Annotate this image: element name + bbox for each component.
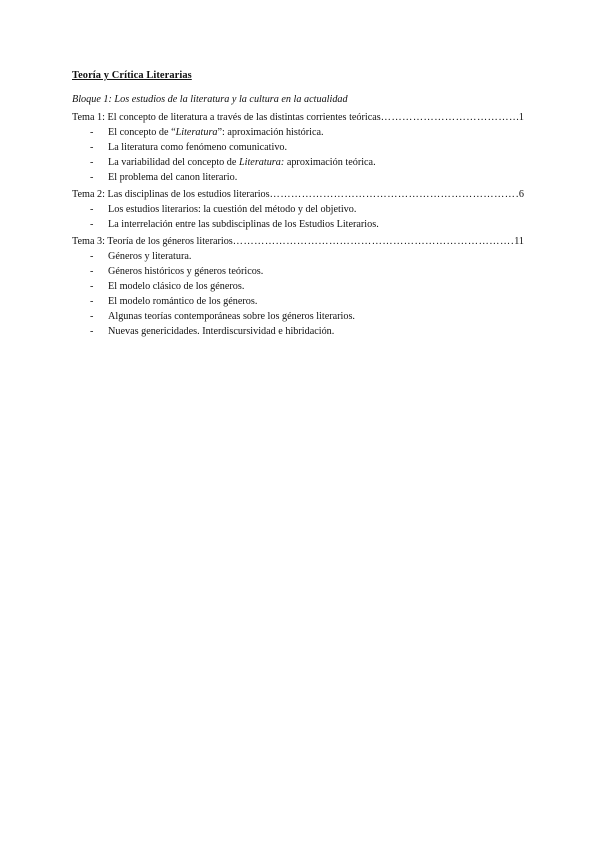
document-title: Teoría y Crítica Literarias bbox=[72, 70, 192, 81]
dot-leader bbox=[270, 187, 519, 202]
dash-bullet: - bbox=[90, 311, 94, 322]
dash-bullet: - bbox=[90, 296, 94, 307]
dash-bullet: - bbox=[90, 219, 94, 230]
subtopic-list bbox=[72, 249, 524, 339]
toc-entry-tema-3 bbox=[72, 234, 524, 249]
toc-entry-tema-1 bbox=[72, 110, 524, 125]
page-number: 6 bbox=[518, 189, 524, 200]
list-item: - El modelo romántico de los géneros. bbox=[90, 296, 258, 307]
toc-entry-tema-2 bbox=[72, 187, 524, 202]
dash-bullet: - bbox=[90, 326, 94, 337]
dash-bullet: - bbox=[90, 281, 94, 292]
list-item: - Los estudios literarios: la cuestión del método y del objetivo. bbox=[90, 204, 357, 215]
tema-section bbox=[72, 187, 524, 232]
dot-leader bbox=[381, 110, 519, 125]
dash-bullet: - bbox=[90, 204, 94, 215]
dash-bullet: - bbox=[90, 251, 94, 262]
dash-bullet: - bbox=[90, 142, 94, 153]
page-number: 1 bbox=[518, 112, 524, 123]
list-item: - Géneros históricos y géneros teóricos. bbox=[90, 266, 264, 277]
tema-section bbox=[72, 110, 524, 185]
list-item: - Nuevas genericidades. Interdiscursividad e hibridación. bbox=[90, 326, 335, 337]
dot-leader bbox=[233, 234, 514, 249]
block-title: Bloque 1: Los estudios de la literatura y la cultura en la actualidad bbox=[72, 94, 348, 105]
list-item: - El problema del canon literario. bbox=[90, 172, 238, 183]
document-page bbox=[72, 70, 524, 341]
tema-label: Tema 3: Teoría de los géneros literarios bbox=[72, 236, 233, 247]
subtopic-list bbox=[72, 202, 524, 232]
page-number: 11 bbox=[514, 236, 524, 247]
list-item: - Algunas teorías contemporáneas sobre los géneros literarios. bbox=[90, 311, 355, 322]
list-item: - El modelo clásico de los géneros. bbox=[90, 281, 245, 292]
subtopic-list bbox=[72, 125, 524, 185]
list-item: - La literatura como fenómeno comunicativo. bbox=[90, 142, 288, 153]
list-item: - La interrelación entre las subdisciplinas de los Estudios Literarios. bbox=[90, 219, 379, 230]
dash-bullet: - bbox=[90, 172, 94, 183]
dash-bullet: - bbox=[90, 127, 94, 138]
tema-label: Tema 1: El concepto de literatura a través de las distintas corrientes teóricas bbox=[72, 112, 381, 123]
list-item: - El concepto de “Literatura”: aproximación histórica. bbox=[90, 127, 324, 138]
list-item: - Géneros y literatura. bbox=[90, 251, 192, 262]
tema-section bbox=[72, 234, 524, 339]
tema-label: Tema 2: Las disciplinas de los estudios literarios bbox=[72, 189, 270, 200]
list-item: - La variabilidad del concepto de Literatura: aproximación teórica. bbox=[90, 157, 376, 168]
dash-bullet: - bbox=[90, 157, 94, 168]
dash-bullet: - bbox=[90, 266, 94, 277]
